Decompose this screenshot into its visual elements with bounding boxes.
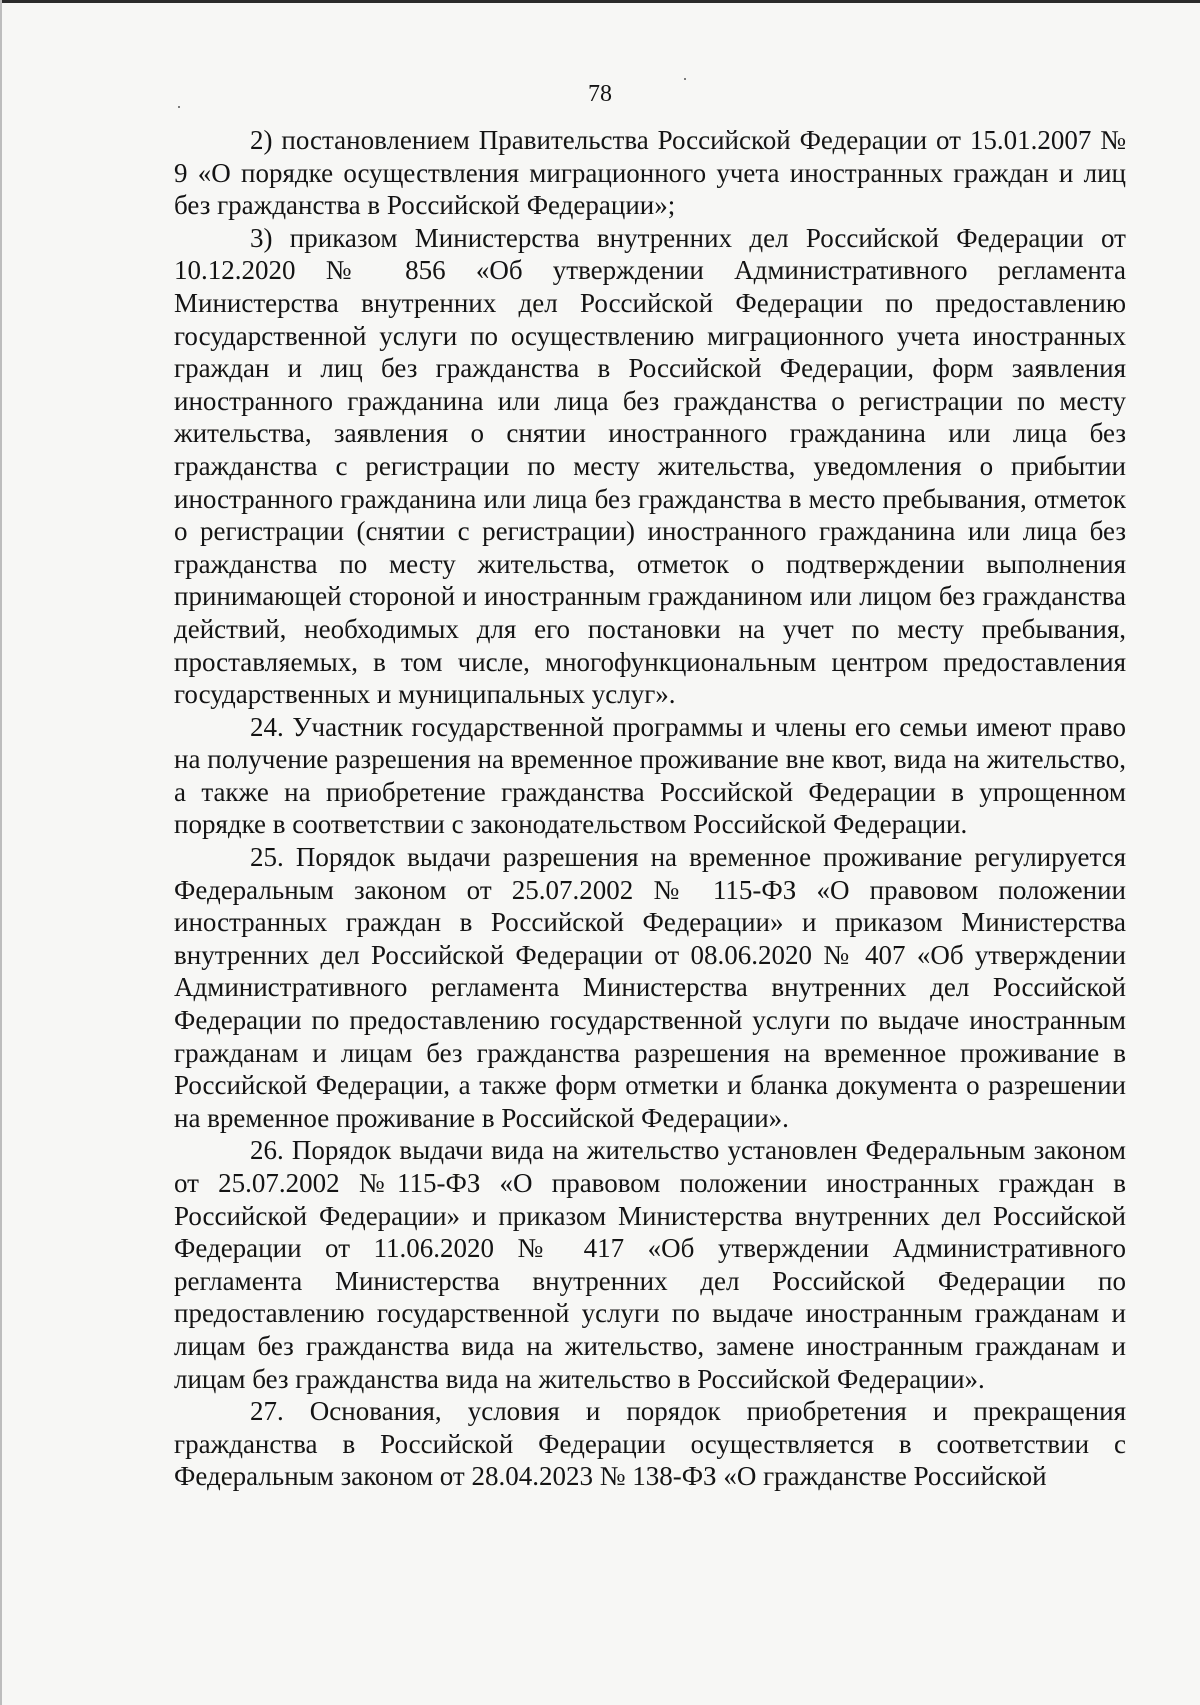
- paragraph-item-3: 3) приказом Министерства внутренних дел Российской Федерации от 10.12.2020 № 856 «Об утверждении Административного регламента Министерства внутренних дел Российской Федерации по предоставлению государственной услуги по осуществлению миграционного учета иностранных граждан и лиц без гражданства в Российской Федерации, форм заявления иностранного гражданина или лица без гражданства о регистрации по месту жительства, заявления о снятии иностранного гражданина или лица без гражданства с регистрации по месту жительства, уведомления о прибытии иностранного гражданина или лица без гражданства в место пребывания, отметок о регистрации (снятии с регистрации) иностранного гражданина или лица без гражданства по месту жительства, отметок о подтверждении выполнения принимающей стороной и иностранным гражданином или лицом без гражданства действий, необходимых для его постановки на учет по месту пребывания, проставляемых, в том числе, многофункциональным центром предоставления государственных и муниципальных услуг».: [174, 222, 1126, 710]
- paragraph-27: 27. Основания, условия и порядок приобретения и прекращения гражданства в Российской Федерации осуществляется в соответствии с Федеральным законом от 28.04.2023 № 138-ФЗ «О гражданстве Российской: [174, 1396, 1126, 1492]
- page-number: 78: [588, 81, 612, 107]
- scan-edge-left: [0, 0, 2, 1705]
- document-body: [174, 124, 1126, 1493]
- paragraph-26: 26. Порядок выдачи вида на жительство установлен Федеральным законом от 25.07.2002 №115-ФЗ «О правовом положении иностранных граждан в Российской Федерации» и приказом Министерства внутренних дел Российской Федерации от 11.06.2020 № 417 «Об утверждении Административного регламента Министерства внутренних дел Российской Федерации по предоставлению государственной услуги по выдаче иностранным гражданам и лицам без гражданства вида на жительство, замене иностранным гражданам и лицам без гражданства вида на жительство в Российской Федерации».: [174, 1135, 1126, 1394]
- paragraph-24: 24. Участник государственной программы и члены его семьи имеют право на получение разрешения на временное проживание вне квот, вида на жительство, а также на приобретение гражданства Российской Федерации в упрощенном порядке в соответствии с законодательством Российской Федерации.: [174, 711, 1126, 840]
- paragraph-25: 25. Порядок выдачи разрешения на временное проживание регулируется Федеральным законом от 25.07.2002 № 115-ФЗ «О правовом положении иностранных граждан в Российской Федерации» и приказом Министерства внутренних дел Российской Федерации от 08.06.2020 № 407 «Об утверждении Административного регламента Министерства внутренних дел Российской Федерации по предоставлению государственной услуги по выдаче иностранным гражданам и лицам без гражданства разрешения на временное проживание в Российской Федерации, а также форм отметки и бланка документа о разрешении на временное проживание в Российской Федерации».: [174, 842, 1126, 1133]
- paragraph-item-2: 2) постановлением Правительства Российской Федерации от 15.01.2007 № 9 «О порядке осуществления миграционного учета иностранных граждан и лиц без гражданства в Российской Федерации»;: [174, 125, 1126, 221]
- scan-edge-top: [0, 0, 1200, 3]
